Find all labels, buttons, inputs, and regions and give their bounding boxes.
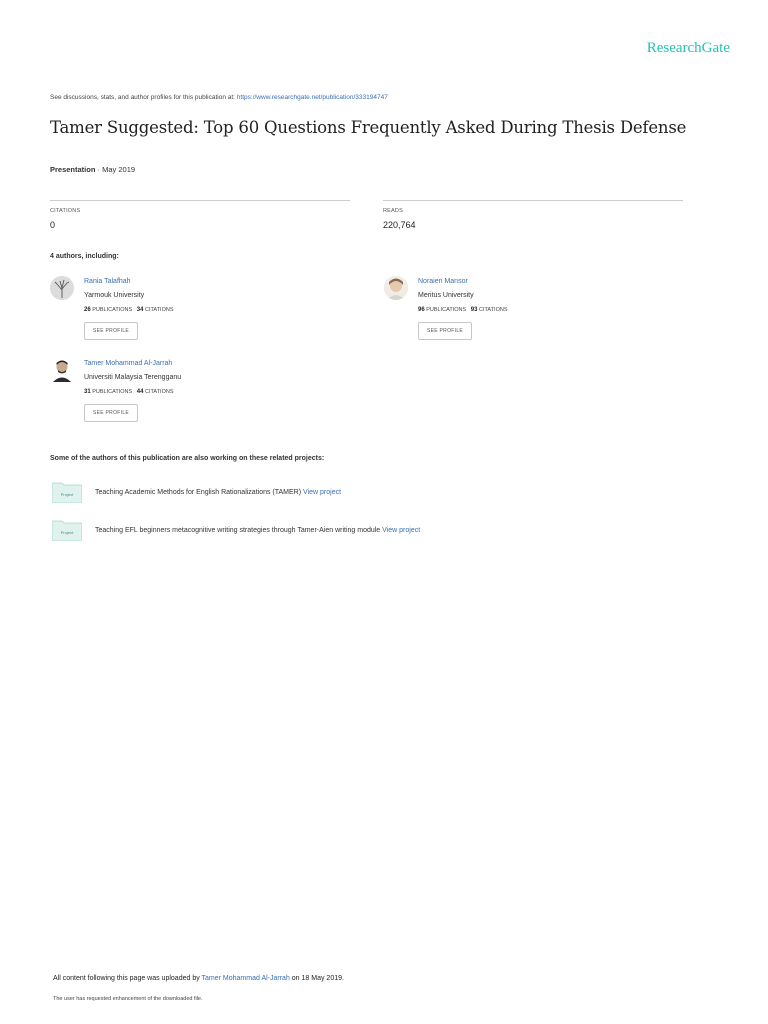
upload-suffix: on 18 May 2019. (289, 975, 344, 982)
publications-word: PUBLICATIONS (92, 389, 133, 395)
citations-word: CITATIONS (144, 307, 174, 313)
author-institution: Meritus University (418, 292, 474, 299)
author-name-link[interactable]: Tamer Mohammad Al-Jarrah (84, 360, 173, 367)
reads-divider (383, 200, 683, 201)
project-icon-label: Project (60, 492, 74, 497)
citations-divider (50, 200, 350, 201)
project-item (50, 519, 650, 543)
citations-word: CITATIONS (144, 389, 174, 395)
authors-heading: 4 authors, including: (50, 253, 119, 260)
author-institution: Yarmouk University (84, 292, 145, 299)
citations-word: CITATIONS (478, 307, 508, 313)
see-profile-button[interactable]: SEE PROFILE (418, 322, 472, 340)
project-folder-icon (52, 481, 82, 503)
meta-separator: · (95, 165, 103, 174)
see-profile-button[interactable]: SEE PROFILE (84, 404, 138, 422)
publication-date: May 2019 (102, 165, 136, 174)
publications-count: 96 (418, 307, 425, 313)
project-text (95, 489, 341, 496)
citations-count: 93 (470, 307, 478, 313)
project-item (50, 481, 650, 505)
author-institution: Universiti Malaysia Terengganu (84, 374, 182, 381)
author-card (50, 358, 350, 428)
tree-photo-icon (50, 276, 74, 300)
researchgate-logo[interactable]: ResearchGate (646, 40, 730, 56)
upload-notice (53, 975, 344, 982)
author-stats (418, 307, 508, 313)
reads-label: READS (383, 208, 403, 214)
author-stats (84, 389, 174, 395)
project-title: Teaching Academic Methods for English Rationalizations (TAMER) (95, 489, 302, 496)
publications-count: 31 (84, 389, 91, 395)
project-folder-icon (52, 519, 82, 541)
publication-url-link[interactable]: https://www.researchgate.net/publication/333194747 (236, 94, 388, 101)
view-project-link[interactable]: View project (382, 527, 421, 534)
avatar[interactable] (50, 276, 74, 300)
citations-count: 44 (136, 389, 144, 395)
publications-word: PUBLICATIONS (426, 307, 467, 313)
person-photo-icon (50, 358, 74, 382)
avatar[interactable] (50, 358, 74, 382)
enhancement-note: The user has requested enhancement of the downloaded file. (53, 996, 203, 1002)
publication-title: Tamer Suggested: Top 60 Questions Frequently Asked During Thesis Defense (50, 118, 687, 137)
author-card (50, 276, 350, 346)
discussions-prefix: See discussions, stats, and author profiles for this publication at: (50, 94, 237, 101)
author-name-link[interactable]: Noraien Mansor (418, 278, 468, 285)
publications-count: 26 (84, 307, 91, 313)
see-profile-button[interactable]: SEE PROFILE (84, 322, 138, 340)
discussions-line (50, 94, 388, 101)
upload-prefix: All content following this page was uploaded by (53, 975, 202, 982)
avatar[interactable] (384, 276, 408, 300)
person-photo-icon (384, 276, 408, 300)
project-text (95, 527, 420, 534)
citations-label: CITATIONS (50, 208, 81, 214)
view-project-link[interactable]: View project (303, 489, 342, 496)
projects-heading: Some of the authors of this publication are also working on these related projects: (50, 455, 325, 462)
project-title: Teaching EFL beginners metacognitive writing strategies through Tamer-Aien writing module (95, 527, 381, 534)
publication-type: Presentation (50, 165, 96, 174)
project-icon-label: Project (60, 530, 74, 535)
reads-value: 220,764 (383, 220, 416, 230)
author-name-link[interactable]: Rania Talafhah (84, 278, 131, 285)
publication-meta (50, 165, 135, 174)
publications-word: PUBLICATIONS (92, 307, 133, 313)
citations-count: 34 (136, 307, 144, 313)
author-card (384, 276, 684, 346)
citations-value: 0 (50, 220, 56, 230)
author-stats (84, 307, 174, 313)
uploader-link[interactable]: Tamer Mohammad Al-Jarrah (201, 975, 290, 982)
